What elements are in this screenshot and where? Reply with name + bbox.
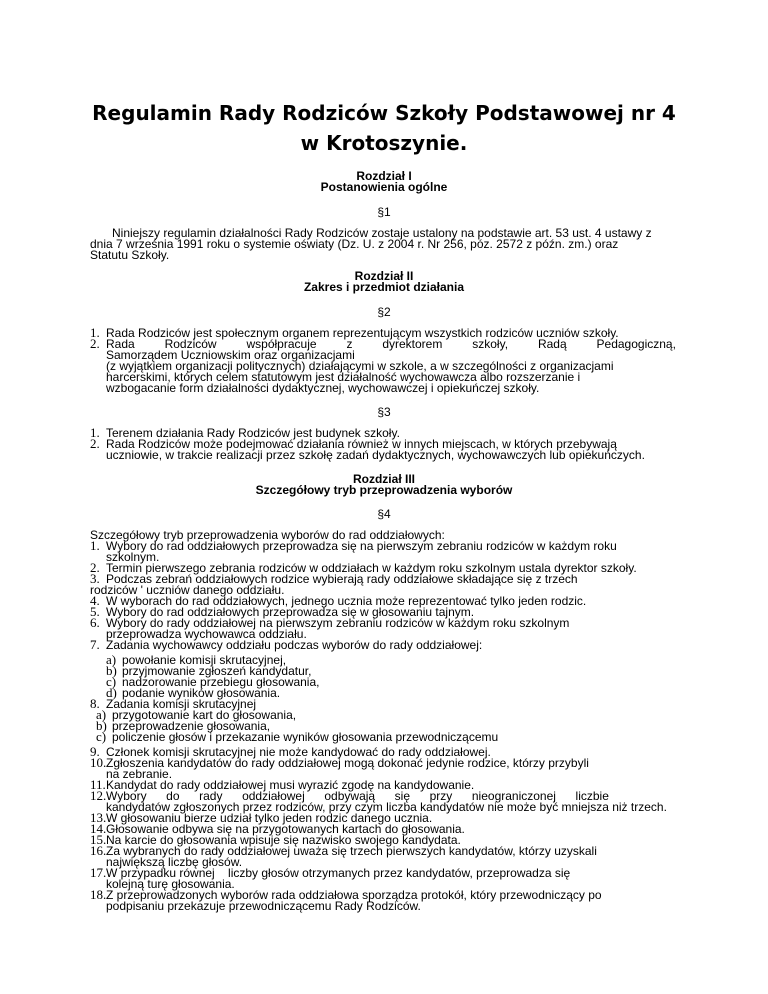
section-4-item-13: W głosowaniu bierze udział tylko jeden rodzic danego ucznia. — [106, 811, 433, 825]
sub-list-marker: a) — [96, 707, 107, 722]
list-number: 3. — [90, 571, 100, 586]
list-number: 6. — [90, 615, 100, 630]
word: nieograniczonej — [471, 789, 556, 803]
list-number: 16. — [90, 843, 107, 858]
sub-list-marker: c) — [96, 729, 107, 744]
section-4-item-8-sub: przygotowanie kart do głosowania, — [112, 708, 297, 722]
section-2-item-2-line-2: Samorządem Uczniowskim oraz organizacjami — [106, 348, 355, 362]
section-2-sign: §2 — [377, 305, 391, 319]
word: dyrektorem — [382, 337, 443, 351]
chapter-2-subheading: Zakres i przedmiot działania — [303, 280, 465, 294]
section-3-sign: §3 — [377, 405, 391, 419]
section-4-item-17-line-2: kolejną turę głosowania. — [106, 877, 235, 891]
list-number: 7. — [90, 637, 100, 652]
section-4-item-8: Zadania komisji skrutacyjnej — [106, 697, 257, 711]
section-2-item-2-line-5: wzbogacanie form działalności dydaktycznej, wychowawczej i opiekuńczej szkoły. — [106, 381, 540, 395]
section-1-sign: §1 — [377, 205, 391, 219]
word: odbywają — [324, 789, 376, 803]
section-4-item-18-line-2: podpisaniu przekazuje przewodniczącemu Rady Rodziców. — [106, 899, 421, 913]
chapter-1-subheading: Postanowienia ogólne — [320, 180, 448, 194]
section-4-item-14: Głosowanie odbywa się na przygotowanych kartach do głosowania. — [106, 822, 465, 836]
list-number: 2. — [90, 560, 100, 575]
word: Wybory — [106, 789, 147, 803]
list-number: 1. — [90, 538, 100, 553]
section-3-item-1: Terenem działania Rady Rodziców jest budynek szkoły. — [106, 426, 400, 440]
list-number: 14. — [90, 821, 107, 836]
section-4-item-7-sub: powołanie komisji skrutacyjnej, — [122, 653, 287, 667]
section-4-item-1-line-1: Wybory do rad oddziałowych przeprowadza się na pierwszym zebraniu rodziców w każdym roku — [106, 539, 617, 553]
list-number: 8. — [90, 696, 100, 711]
list-number: 5. — [90, 604, 100, 619]
section-4-item-12-line-2: kandydatów zgłoszonych przez rodziców, przy czym liczba kandydatów nie może być mniejsza niż trzech. — [106, 800, 667, 814]
list-number: 1. — [90, 325, 100, 340]
word: Rodziców — [164, 337, 217, 351]
word: rady — [199, 789, 223, 803]
word: liczbie — [575, 789, 609, 803]
list-number: 4. — [90, 593, 100, 608]
section-3-item-2-line-2: uczniowie, w trakcie realizacji przez szkołę zadań dydaktycznych, wychowawczych lub opiekuńczych. — [106, 448, 645, 462]
sub-list-marker: b) — [96, 718, 107, 733]
section-3-item-2-line-1: Rada Rodziców może podejmować działania również w innych miejscach, w których przebywają — [106, 437, 617, 451]
list-number: 17. — [90, 865, 107, 880]
section-2-item-2-line-3: (z wyjątkiem organizacji politycznych) działającymi w szkole, a w szczególności z organizacjami — [106, 359, 614, 373]
document-title-line-1: Regulamin Rady Rodziców Szkoły Podstawowej nr 4 — [92, 101, 676, 125]
section-4-item-9: Członek komisji skrutacyjnej nie może kandydować do rady oddziałowej. — [106, 745, 491, 759]
section-4-item-16-line-2: największą liczbę głosów. — [106, 855, 243, 869]
section-4-item-10-line-1: Zgłoszenia kandydatów do rady oddziałowej mogą dokonać jedynie rodzice, którzy przybyli — [106, 756, 589, 770]
section-4-item-7-sub: nadzorowanie przebiegu głosowania, — [122, 675, 320, 689]
document-title-line-2: w Krotoszynie. — [300, 131, 468, 155]
list-number: 10. — [90, 755, 107, 770]
list-number: 13. — [90, 810, 107, 825]
list-number: 12. — [90, 788, 107, 803]
section-4-item-11: Kandydat do rady oddziałowej musi wyrazić zgodę na kandydowanie. — [106, 778, 475, 792]
section-2-item-1: Rada Rodziców jest społecznym organem reprezentującym wszystkich rodziców uczniów szkoły. — [106, 326, 619, 340]
word: oddziałowej — [242, 789, 305, 803]
sub-list-marker: b) — [106, 663, 117, 678]
section-4-item-10-line-2: na zebranie. — [106, 767, 173, 781]
section-4-item-7-sub: przyjmowanie zgłoszeń kandydatur, — [122, 664, 312, 678]
word: Rada — [106, 337, 135, 351]
section-4-item-8-sub: policzenie głosów i przekazanie wyników głosowania przewodniczącemu — [112, 730, 499, 744]
section-4-item-17-line-1: W przypadku równej liczby głosów otrzymanych przez kandydatów, przeprowadza się — [106, 866, 571, 880]
section-4-item-15: Na karcie do głosowania wpisuje się nazwisko swojego kandydata. — [106, 833, 461, 847]
sub-list-marker: a) — [106, 652, 117, 667]
word: Pedagogiczną, — [596, 337, 676, 351]
section-4-item-6-line-2: przeprowadza wychowawca oddziału. — [106, 627, 307, 641]
section-4-item-7: Zadania wychowawcy oddziału podczas wyborów do rady oddziałowej: — [106, 638, 483, 652]
section-4-item-3-line-1: Podczas zebrań oddziałowych rodzice wybierają rady oddziałowe składające się z trzech — [106, 572, 578, 586]
sub-list-marker: c) — [106, 674, 117, 689]
section-4-item-3-line-2: rodziców ' uczniów danego oddziału. — [90, 583, 285, 597]
list-number: 9. — [90, 744, 100, 759]
chapter-2-heading: Rozdział II — [354, 269, 414, 283]
section-4-item-4: W wyborach do rad oddziałowych, jednego ucznia może reprezentować tylko jeden rodzic. — [106, 594, 587, 608]
section-1-text-line-3: Statutu Szkoły. — [90, 248, 170, 262]
list-number: 1. — [90, 425, 100, 440]
section-1-text-line-2: dnia 7 września 1991 roku o systemie oświaty (Dz. U. z 2004 r. Nr 256, póz. 2572 z późn. zm.) oraz — [90, 237, 619, 251]
section-4-intro: Szczegółowy tryb przeprowadzenia wyborów do rad oddziałowych: — [90, 528, 445, 542]
chapter-3-heading: Rozdział III — [352, 472, 415, 486]
section-4-item-7-sub: podanie wyników głosowania. — [122, 686, 281, 700]
word: współpracuje — [246, 337, 317, 351]
section-4-item-8-sub: przeprowadzenie głosowania, — [112, 719, 271, 733]
sub-list-marker: d) — [106, 685, 117, 700]
word: do — [166, 789, 180, 803]
word: z — [346, 337, 353, 351]
section-4-item-18-line-1: Z przeprowadzonych wyborów rada oddziałowa sporządza protokół, który przewodniczący po — [106, 888, 602, 902]
chapter-3-subheading: Szczegółowy tryb przeprowadzenia wyborów — [255, 483, 513, 497]
list-number: 11. — [90, 777, 106, 792]
section-4-item-6-line-1: Wybory do rady oddziałowej na pierwszym zebraniu rodziców w każdym roku szkolnym — [106, 616, 570, 630]
section-4-item-2: Termin pierwszego zebrania rodziców w oddziałach w każdym roku szkolnym ustala dyrektor szkoły. — [106, 561, 637, 575]
list-number: 2. — [90, 436, 100, 451]
section-4-item-1-line-2: szkolnym. — [106, 550, 160, 564]
section-4-sign: §4 — [377, 507, 391, 521]
chapter-1-heading: Rozdział I — [356, 169, 412, 183]
word: szkoły, — [472, 337, 509, 351]
section-1-text-line-1: Niniejszy regulamin działalności Rady Rodziców zostaje ustalony na podstawie art. 53 ust. 4 ustawy z — [112, 226, 652, 240]
section-4-item-5: Wybory do rad oddziałowych przeprowadza się w głosowaniu tajnym. — [106, 605, 475, 619]
word: przy — [429, 789, 453, 803]
list-number: 18. — [90, 887, 107, 902]
word: się — [394, 789, 411, 803]
list-number: 2. — [90, 336, 100, 351]
section-2-item-2-line-4: harcerskimi, których celem statutowym jest działalność wychowawcza albo rozszerzanie i — [106, 370, 581, 384]
word: Radą — [537, 337, 567, 351]
list-number: 15. — [90, 832, 107, 847]
section-4-item-16-line-1: Za wybranych do rady oddziałowej uważa się trzech pierwszych kandydatów, którzy uzyskali — [106, 844, 597, 858]
